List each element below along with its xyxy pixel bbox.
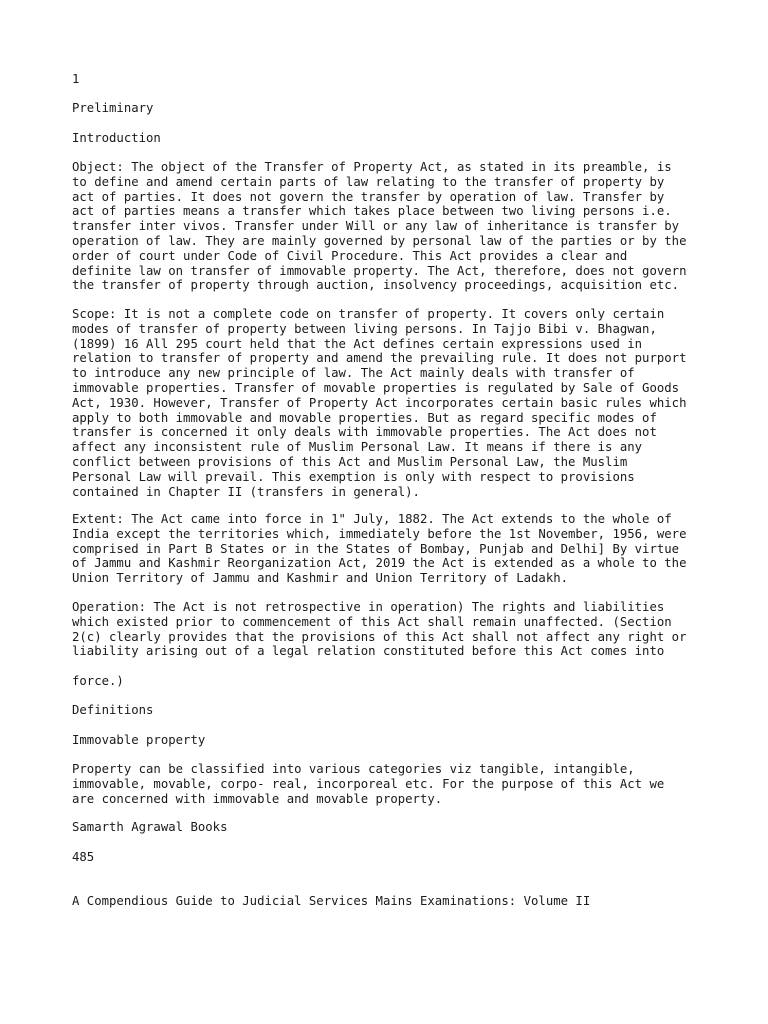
text-line: of Jammu and Kashmir Reorganization Act, 2019 the Act is extended as a whole to the [72,556,687,571]
paragraph-property [72,762,712,806]
text-line: Act, 1930. However, Transfer of Property Act incorporates certain basic rules which [72,395,687,410]
paragraph-operation-tail: force.) [72,674,124,688]
footer-book-title: A Compendious Guide to Judicial Services Mains Examinations: Volume II [72,894,591,908]
paragraph-object [72,160,712,293]
text-line: comprised in Part B States or in the States of Bombay, Punjab and Delhi] By virtue [72,541,680,556]
page-number: 485 [72,850,95,864]
text-line: immovable properties. Transfer of movable properties is regulated by Sale of Goods [72,380,680,395]
text-line: transfer is concerned it only deals with immovable properties. The Act does not [72,425,657,440]
paragraph-operation [72,600,712,659]
text-line: Extent: The Act came into force in 1" July, 1882. The Act extends to the whole of [72,512,672,526]
heading-preliminary: Preliminary [72,101,154,115]
text-line: Property can be classified into various categories viz tangible, intangible, [72,762,635,776]
publisher-name: Samarth Agrawal Books [72,820,228,834]
text-line: conflict between provisions of this Act and Muslim Personal Law, the Muslim [72,454,628,469]
text-line: relation to transfer of property and amend the prevailing rule. It does not purport [72,351,687,366]
page-top-number: 1 [72,72,80,86]
paragraph-scope [72,307,712,499]
text-line: apply to both immovable and movable properties. But as regard specific modes of [72,410,657,425]
text-line: order of court under Code of Civil Procedure. This Act provides a clear and [72,248,628,263]
text-line: transfer inter vivos. Transfer under Will or any law of inheritance is transfer by [72,219,680,234]
text-line: Object: The object of the Transfer of Property Act, as stated in its preamble, is [72,160,672,174]
text-line: to define and amend certain parts of law relating to the transfer of property by [72,174,665,189]
text-line: to introduce any new principle of law. The Act mainly deals with transfer of [72,366,635,381]
heading-introduction: Introduction [72,131,161,145]
text-line: the transfer of property through auction, insolvency proceedings, acquisition etc. [72,278,680,293]
text-line: India except the territories which, immediately before the 1st November, 1956, were [72,526,687,541]
text-line: act of parties. It does not govern the transfer by operation of law. Transfer by [72,189,665,204]
text-line: liability arising out of a legal relation constituted before this Act comes into [72,644,665,659]
text-line: modes of transfer of property between living persons. In Tajjo Bibi v. Bhagwan, [72,321,657,336]
text-line: which existed prior to commencement of this Act shall remain unaffected. (Section [72,614,672,629]
text-line: contained in Chapter II (transfers in general). [72,484,420,499]
text-line: affect any inconsistent rule of Muslim Personal Law. It means if there is any [72,440,643,455]
paragraph-extent [72,512,712,586]
text-line: immovable, movable, corpo- real, incorporeal etc. For the purpose of this Act we [72,776,665,791]
text-line: operation of law. They are mainly governed by personal law of the parties or by the [72,233,687,248]
heading-immovable-property: Immovable property [72,733,206,747]
heading-definitions: Definitions [72,703,154,717]
text-line: definite law on transfer of immovable property. The Act, therefore, does not govern [72,263,687,278]
text-line: Operation: The Act is not retrospective in operation) The rights and liabilities [72,600,665,614]
text-line: act of parties means a transfer which takes place between two living persons i.e. [72,204,672,219]
text-line: Personal Law will prevail. This exemption is only with respect to provisions [72,469,635,484]
text-line: 2(c) clearly provides that the provisions of this Act shall not affect any right or [72,629,687,644]
text-line: Scope: It is not a complete code on transfer of property. It covers only certain [72,307,665,321]
text-line: Union Territory of Jammu and Kashmir and Union Territory of Ladakh. [72,571,569,586]
text-line: are concerned with immovable and movable property. [72,791,443,806]
text-line: (1899) 16 All 295 court held that the Act defines certain expressions used in [72,336,643,351]
